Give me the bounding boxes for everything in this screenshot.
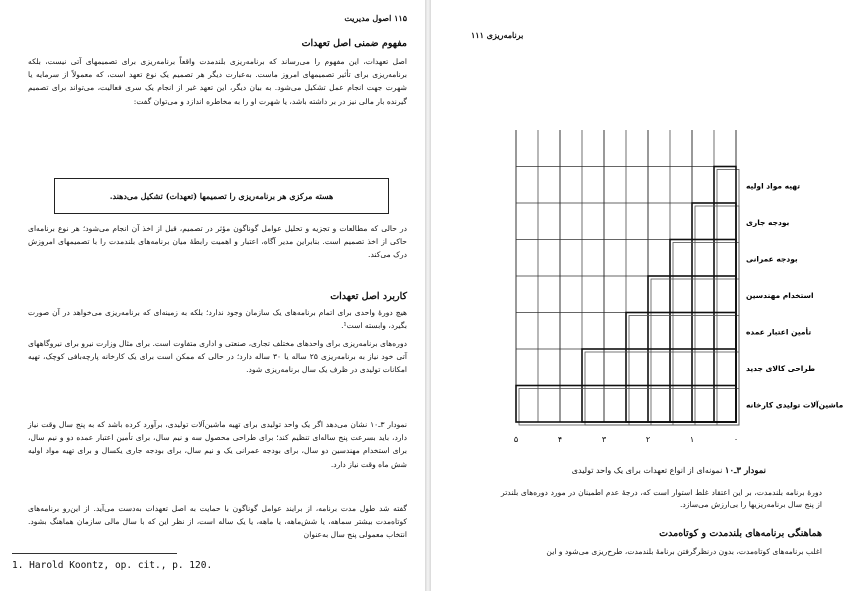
chart-x-tick-label: ۳ (601, 435, 607, 444)
footnote-rule (12, 553, 177, 554)
right-page (431, 0, 856, 591)
chart-category-label: استخدام مهندسین (746, 290, 814, 300)
chart-x-tick-label: ۲ (645, 435, 651, 444)
chart-category-label: ماشین‌آلات تولیدی کارخانه (746, 400, 844, 410)
paragraph: نمودار ۳ـ۱۰ نشان می‌دهد اگر یک واحد تولیدی برای تهیه ماشین‌آلات تولیدی، برآورد کرده باشد که به پنج سال وقت نیاز دارد، باید بسرعت پنج ساله‌ای تنظیم کند؛ برای طراحی محصول سه و نیم سال، برای تأمین اعتبار عمده دو و نیم سال، برای استخدام مهندسین دو سال، برای بودجه عمرانی یک و نیم سال، برای بودجه جاری یکسال و برای تهیه مواد اولیه شش ماه وقت نیاز دارد. (28, 420, 408, 469)
paragraph: هیچ دورهٔ واحدی برای اتمام برنامه‌های یک سازمان وجود ندارد؛ بلکه به زمینه‌ای که برنامه‌ریزی می‌خواهد در آن صورت بگیرد، وابسته است¹. (28, 308, 407, 331)
highlight-box: هسته مرکزی هر برنامه‌ریزی را تصمیمها (تعهدات) تشکیل می‌دهند. (54, 178, 389, 214)
chart-caption-label: نمودار ۳ـ۱۰ (724, 466, 766, 476)
paragraph: دوره‌های برنامه‌ریزی برای واحدهای مختلف تجاری، صنعتی و اداری متفاوت است. برای مثال وزارت نیرو برای نیروگاههای آتی خود نیاز به برنامه‌ریزی ۲۵ ساله یا ۳۰ ساله دارد؛ در حالی که ممکن است برای یک کارخانه پارچه‌بافی کوچک، تهیه امکانات تولیدی در ظرف یک سال برنامه‌ریزی شود. (28, 339, 407, 375)
chart-category-label: تأمین اعتبار عمده (746, 327, 812, 337)
commitment-staircase-chart (431, 120, 856, 460)
left-page (0, 0, 425, 591)
chart-x-tick-label: ۰ (733, 435, 739, 444)
chart-category-label: بودجه عمرانی (746, 254, 798, 264)
chart-bar (626, 313, 736, 423)
heading-plan-coordination: هماهنگی برنامه‌های بلندمدت و کوتاه‌مدت (659, 528, 822, 539)
footnote: 1. Harold Koontz, op. cit., p. 120. (12, 560, 213, 571)
chart-x-tick-label: ۱ (689, 435, 695, 444)
chart-category-label: تهیه مواد اولیه (746, 181, 801, 191)
heading-commitment-meaning: مفهوم ضمنی اصل تعهدات (301, 38, 407, 49)
chart-x-tick-label: ۵ (513, 435, 519, 444)
paragraph: اصل تعهدات، این مفهوم را می‌رساند که برنامه‌ریزی بلندمدت واقعاً برنامه‌ریزی برای تصمیمهای آتی نیست، بلکه برنامه‌ریزی برای تأثیر تصمیمهای امروز ماست. به‌عبارت دیگر هر تصمیم یک نوع تعهد است، که معمولاً از سرمایه یا شهرت جهت انجام عمل تشکیل می‌شود. به بیان دیگر، این تعهد غیر از انجام یک سری فعالیت، می‌تواند برای تصمیم گیرنده بار مالی نیز در بر داشته باشد، یا شهرت او را به مخاطره اندازد و می‌توان گفت: (28, 57, 407, 106)
heading-commitment-application: کاربرد اصل تعهدات (330, 291, 407, 302)
chart-bar-shadow (673, 243, 739, 426)
left-running-header: ۱۱۵ اصول مدیریت (344, 13, 407, 23)
chart-caption (572, 466, 766, 476)
chart-caption-text: نمونه‌ای از انواع تعهدات برای یک واحد تولیدی (571, 466, 723, 475)
paragraph: اغلب برنامه‌های کوتاه‌مدت، بدون درنظرگرفتن برنامهٔ بلندمدت، طرح‌ریزی می‌شود و این (546, 547, 822, 556)
chart-category-label: بودجه جاری (746, 217, 790, 227)
chart-bar (670, 240, 736, 423)
right-running-header: برنامه‌ریزی ۱۱۱ (471, 30, 524, 40)
paragraph: دورهٔ برنامه بلندمدت، بر این اعتقاد غلط استوار است که، درجهٔ عدم اطمینان در مورد دوره‌های بلندتر از پنج سال برنامه‌ریزیها را بی‌ارزش می‌سازد. (501, 488, 822, 509)
paragraph: گفته شد طول مدت برنامه، از برایند عوامل گوناگون با حمایت به اصل تعهدات به‌دست می‌آید. از این‌رو برنامه‌های کوتاه‌مدت بیشتر سماهه، یا شش‌ماهه، یا ماهه، یا یک ساله است، از نظر این که با سال مالی سازمان هماهنگ بشود. انتخاب معمولی پنج سال به‌عنوان (28, 504, 407, 540)
chart-category-label: طراحی کالای جدید (746, 363, 816, 373)
chart-bar-shadow (629, 316, 739, 426)
paragraph: در حالی که مطالعات و تجزیه و تحلیل عوامل گوناگون مؤثر در تصمیم، قبل از اخذ آن انجام می‌شود؛ هر نوع برنامه‌ای حاکی از اخذ تصمیم است. بنابراین مدیر آگاه، اعتبار و اهمیت رابطهٔ میان برنامه‌های بلندمدت را با تصمیمهای امروزش درک می‌کند. (28, 224, 407, 260)
chart-x-tick-label: ۴ (557, 435, 563, 444)
